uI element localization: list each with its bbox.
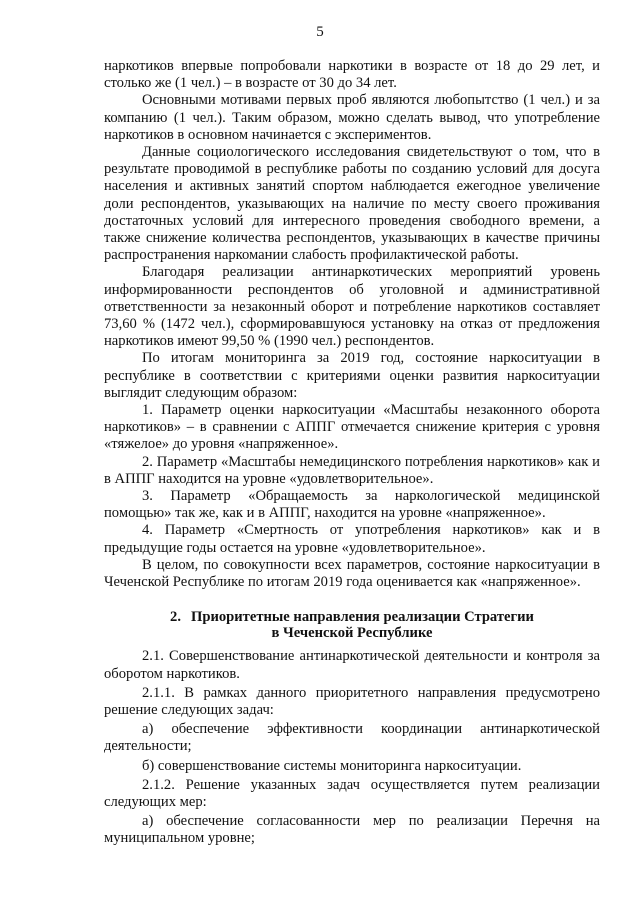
- section-title-line2: в Чеченской Республике: [271, 625, 433, 642]
- paragraph: наркотиков впервые попробовали наркотики в возрасте от 18 до 29 лет, и столько же (1 чел.) – в возрасте от 30 до 34 лет.: [104, 58, 600, 92]
- list-item: 3. Параметр «Обращаемость за наркологической медицинской помощью» так же, как и в АППГ, находится на уровне «напряженное».: [104, 488, 600, 522]
- paragraph: 2.1.2. Решение указанных задач осуществляется путем реализации следующих мер:: [104, 776, 600, 810]
- section-number: 2.: [170, 609, 181, 626]
- paragraph: В целом, по совокупности всех параметров, состояние наркоситуации в Чеченской Республике по итогам 2019 года оценивается как «напряженное».: [104, 556, 600, 591]
- page-number: 5: [316, 24, 324, 40]
- section-title-line1: Приоритетные направления реализации Стратегии: [190, 609, 534, 626]
- list-item: а) обеспечение согласованности мер по реализации Перечня на муниципальном уровне;: [104, 813, 600, 847]
- list-item: 1. Параметр оценки наркоситуации «Масштабы незаконного оборота наркотиков» – в сравнении с АППГ отмечается снижение критерия с уровня «тяжелое» до уровня «напряженное».: [104, 402, 600, 453]
- paragraph: Данные социологического исследования свидетельствуют о том, что в результате проводимой в республике работы по созданию условий для досуга населения и активных занятий спортом наблюдается ежегодное увеличение доли респондентов, указывающих на наличие по месту своего проживания достаточных условий для интересного проведения свободного времени, а также снижение количества респондентов, указывающих в качестве причины распространения наркомании слабость профилактической работы.: [104, 144, 600, 264]
- paragraph: Основными мотивами первых проб являются любопытство (1 чел.) и за компанию (1 чел.). Таким образом, можно сделать вывод, что употребление наркотиков в основном начинается с экспериментов.: [104, 92, 600, 143]
- list-item: 2. Параметр «Масштабы немедицинского потребления наркотиков» как и в АППГ находится на уровне «удовлетворительное».: [104, 453, 600, 487]
- list-item: б) совершенствование системы мониторинга наркоситуации.: [142, 757, 522, 774]
- list-item: а) обеспечение эффективности координации антинаркотической деятельности;: [104, 721, 600, 755]
- document-body: [104, 58, 600, 848]
- paragraph: 2.1. Совершенствование антинаркотической деятельности и контроля за оборотом наркотиков.: [104, 648, 600, 682]
- paragraph: Благодаря реализации антинаркотических мероприятий уровень информированности респондентов об уголовной и административной ответственности за незаконный оборот и потребление наркотиков составляет 73,60 % (1472 чел.), сформировавшуюся установку на отказ от предложения наркотиков имеют 99,50 % (1990 чел.) респондентов.: [104, 264, 600, 350]
- section-heading: [104, 609, 600, 641]
- paragraph: По итогам мониторинга за 2019 год, состояние наркоситуации в республике в соответствии с критериями оценки развития наркоситуации выглядит следующим образом:: [104, 350, 600, 401]
- list-item: 4. Параметр «Смертность от употребления наркотиков» как и в предыдущие годы остается на уровне «удовлетворительное».: [104, 522, 600, 556]
- paragraph: 2.1.1. В рамках данного приоритетного направления предусмотрено решение следующих задач:: [104, 684, 600, 718]
